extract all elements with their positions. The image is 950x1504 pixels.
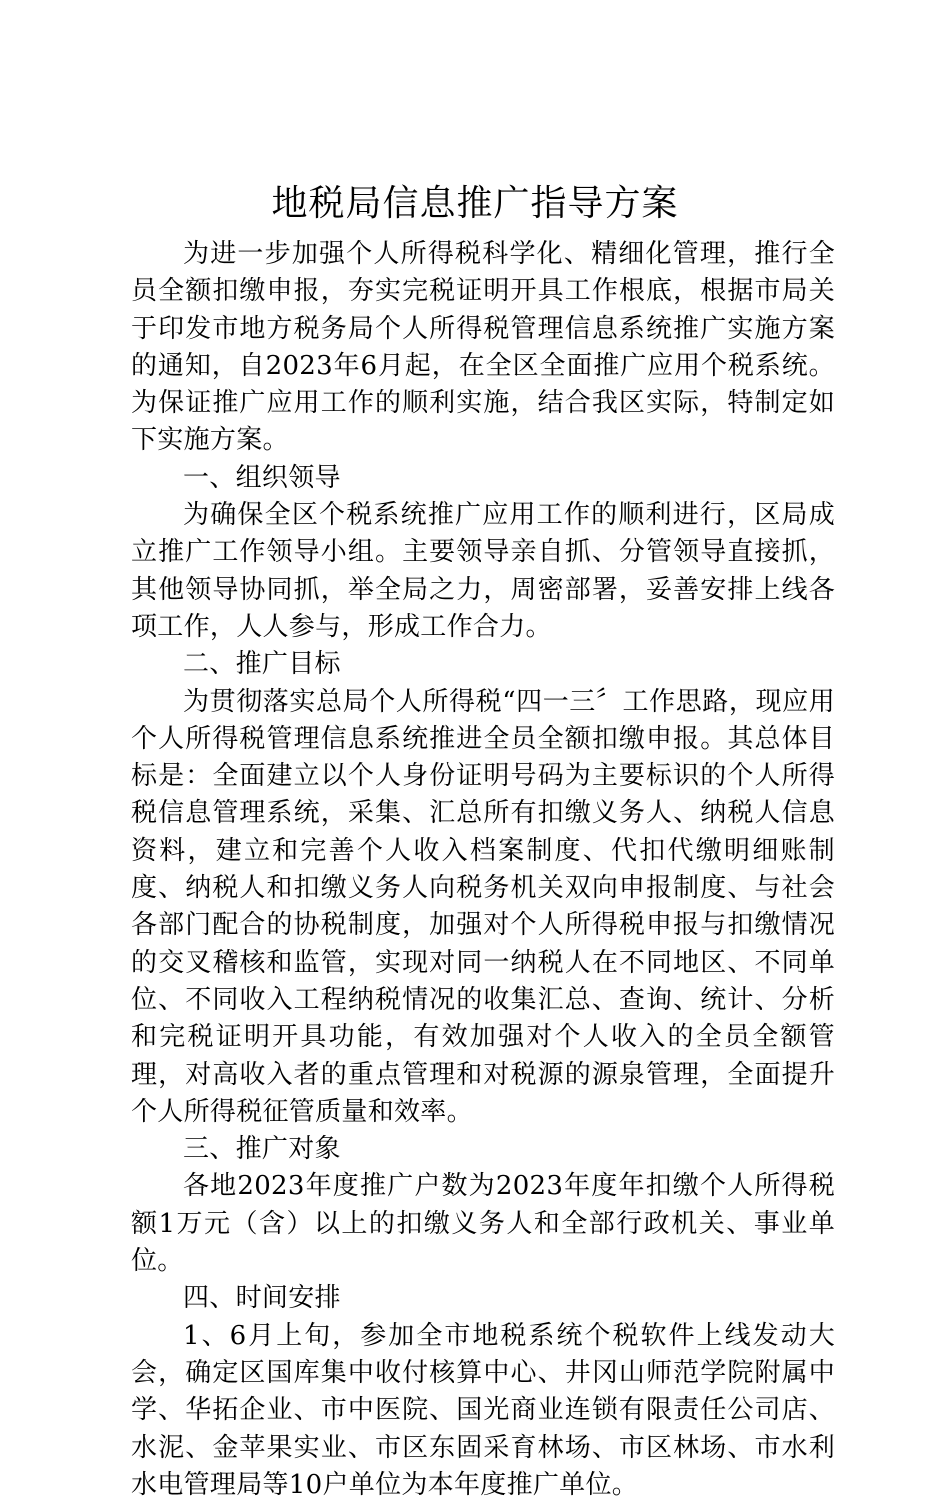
document-body (131, 236, 835, 1504)
paragraph-targets: 各地2023年度推广户数为2023年度年扣缴个人所得税额1万元（含）以上的扣缴义务人和全部行政机关、事业单位。 (131, 1171, 835, 1277)
paragraph-goals: 为贯彻落实总局个人所得税“四一三〞工作思路，现应用个人所得税管理信息系统推进全员全额扣缴申报。其总体目标是：全面建立以个人身份证明号码为主要标识的个人所得税信息管理系统，采集、汇总所有扣缴义务人、纳税人信息资料，建立和完善个人收入档案制度、代扣代缴明细账制度、纳税人和扣缴义务人向税务机关双向申报制度、与社会各部门配合的协税制度，加强对个人所得税申报与扣缴情况的交叉稽核和监管，实现对同一纳税人在不同地区、不同单位、不同收入工程纳税情况的收集汇总、查询、统计、分析和完税证明开具功能，有效加强对个人收入的全员全额管理，对高收入者的重点管理和对税源的源泉管理，全面提升个人所得税征管质量和效率。 (131, 686, 835, 1127)
paragraph-organization: 为确保全区个税系统推广应用工作的顺利进行，区局成立推广工作领导小组。主要领导亲自抓、分管领导直接抓，其他领导协同抓，举全局之力，周密部署，妥善安排上线各项工作，人人参与，形成工作合力。 (131, 500, 835, 642)
paragraph-intro: 为进一步加强个人所得税科学化、精细化管理，推行全员全额扣缴申报，夯实完税证明开具工作根底，根据市局关于印发市地方税务局个人所得税管理信息系统推广实施方案的通知，自2023年6月起，在全区全面推广应用个税系统。为保证推广应用工作的顺利实施，结合我区实际，特制定如下实施方案。 (131, 239, 835, 456)
section-heading-organization: 一、组织领导 (183, 462, 341, 493)
paragraph-schedule: 1、6月上旬，参加全市地税系统个税软件上线发动大会，确定区国库集中收付核算中心、井冈山师范学院附属中学、华拓企业、市中医院、国光商业连锁有限责任公司店、水泥、金苹果实业、市区东固采育林场、市区林场、市水利水电管理局等10户单位为本年度推广单位。 (131, 1320, 835, 1500)
section-heading-schedule: 四、时间安排 (183, 1283, 341, 1314)
section-heading-targets: 三、推广对象 (183, 1134, 341, 1165)
document-title: 地税局信息推广指导方案 (271, 183, 679, 224)
section-heading-goals: 二、推广目标 (183, 649, 341, 680)
